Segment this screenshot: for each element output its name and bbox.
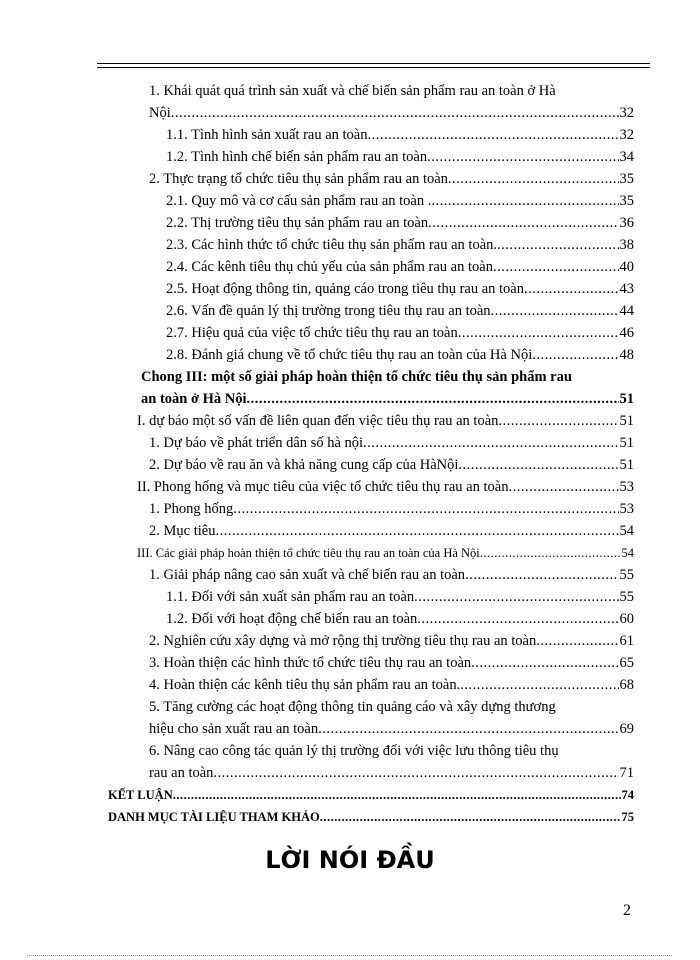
toc-entry: [166, 212, 634, 234]
toc-entry: [149, 102, 634, 124]
toc-entry: [149, 168, 634, 190]
toc-text: 4. Hoàn thiện các kênh tiêu thụ sản phẩm rau an toàn.: [149, 677, 461, 693]
toc-page: 55: [619, 567, 634, 583]
toc-leader: [417, 608, 618, 630]
toc-entry: [166, 256, 634, 278]
toc-text: III. Các giải pháp hoàn thiện tổ chức tiêu thụ rau an toàn của Hà Nội: [137, 546, 480, 560]
toc-text: 1. Dự báo về phát triển dân số hà nội: [149, 435, 364, 451]
toc-page: 68: [619, 677, 634, 693]
toc-text: 2.2. Thị trường tiêu thụ sản phẩm rau an toàn: [166, 215, 429, 231]
toc-text: 2.3. Các hình thức tổ chức tiêu thụ sản phẩm rau an toàn.: [166, 237, 498, 253]
toc-page: 38: [619, 237, 634, 253]
toc-leader: [171, 102, 619, 124]
toc-leader: [363, 432, 618, 454]
toc-page: 40: [619, 259, 634, 275]
toc-leader: [480, 542, 621, 564]
toc-text: 2.4. Các kênh tiêu thụ chủ yếu của sản phẩm rau an toàn: [166, 259, 493, 275]
toc-text: 1. Phong hống: [149, 501, 234, 517]
toc-entry: [137, 476, 634, 498]
toc-page: 46: [619, 325, 634, 341]
toc-text: 3. Hoàn thiện các hình thức tổ chức tiêu thụ rau an toàn: [149, 655, 472, 671]
toc-page: 32: [619, 105, 634, 121]
toc-entry: [166, 234, 634, 256]
toc-text: an toàn ở Hà Nội: [141, 391, 247, 407]
toc-leader: [427, 146, 618, 168]
toc-leader: [524, 278, 619, 300]
toc-entry: [166, 344, 634, 366]
toc-text: 1.1. Đối với sản xuất sản phẩm rau an toàn: [166, 589, 415, 605]
toc-entry: [149, 498, 634, 520]
toc-leader: [458, 322, 619, 344]
toc-text: 2. Dự báo về rau ăn và khả năng cung cấp của HàNội: [149, 457, 459, 473]
toc-entry: [108, 806, 634, 828]
toc-entry: [149, 630, 634, 652]
toc-entry: [166, 124, 634, 146]
bottom-rule: [27, 955, 672, 956]
toc-leader: [465, 564, 618, 586]
toc-page: 32: [619, 127, 634, 143]
toc-page: 35: [619, 193, 634, 209]
toc-leader: [497, 234, 618, 256]
toc-leader: [536, 630, 618, 652]
toc-leader: [532, 344, 618, 366]
toc-page: 44: [619, 303, 634, 319]
toc-page: 65: [619, 655, 634, 671]
toc-leader: [215, 520, 618, 542]
toc-page: 54: [619, 523, 634, 539]
toc-entry: [149, 652, 634, 674]
page-number: 2: [623, 902, 631, 919]
toc-page: 53: [619, 501, 634, 517]
toc-text: 1.2. Đối với hoạt động chế biến rau an toàn: [166, 611, 418, 627]
toc-entry: [149, 454, 634, 476]
toc-text: rau an toàn: [149, 765, 214, 781]
toc-entry: [149, 740, 634, 762]
toc-leader: [458, 454, 618, 476]
toc-page: 61: [619, 633, 634, 649]
toc-entry: [149, 520, 634, 542]
toc-text: 1. Khái quát quá trình sản xuất và chế biến sản phẩm rau an toàn ở Hà: [149, 83, 556, 99]
toc-entry: [166, 300, 634, 322]
toc-leader: [493, 256, 619, 278]
toc-entry: [166, 322, 634, 344]
toc-leader: [491, 300, 619, 322]
toc-text: 2.7. Hiệu quả của việc tổ chức tiêu thụ rau an toàn: [166, 325, 458, 341]
toc-leader: [173, 784, 621, 806]
toc-text: II. Phong hống và mục tiêu của việc tổ chức tiêu thụ rau an toàn: [137, 479, 509, 495]
toc-page: 34: [619, 149, 634, 165]
section-heading: LỜI NÓI ĐẦU: [265, 846, 435, 874]
toc-entry: [166, 608, 634, 630]
toc-leader: [247, 388, 619, 410]
toc-entry: [141, 388, 634, 410]
toc-text: KẾT LUẬN: [108, 788, 173, 802]
toc-page: 51: [619, 435, 634, 451]
toc-page: 75: [621, 810, 634, 824]
toc-leader: [233, 498, 618, 520]
toc-leader: [318, 718, 618, 740]
toc-entry: [166, 586, 634, 608]
toc-entry: [149, 80, 634, 102]
toc-page: 53: [619, 479, 634, 495]
toc-text: 1.2. Tình hình chế biến sản phẩm rau an toàn: [166, 149, 428, 165]
toc-text: DANH MỤC TÀI LIỆU THAM KHẢO: [108, 810, 320, 824]
toc-page: 51: [619, 413, 634, 429]
toc-entry: [137, 410, 634, 432]
toc-text: 2.5. Hoạt động thông tin, quảng cáo trong tiêu thụ rau an toàn: [166, 281, 524, 297]
toc-entry: [137, 542, 634, 564]
toc-text: 2.8. Đánh giá chung về tổ chức tiêu thụ rau an toàn của Hà Nội: [166, 347, 533, 363]
toc-entry: [108, 784, 634, 806]
toc-text: 1.1. Tình hình sản xuất rau an toàn: [166, 127, 368, 143]
toc-page: 55: [619, 589, 634, 605]
toc-page: 36: [619, 215, 634, 231]
toc-leader: [460, 674, 618, 696]
toc-page: 71: [619, 765, 634, 781]
toc-entry: [149, 696, 634, 718]
toc-leader: [448, 168, 619, 190]
toc-text: 2.1. Quy mô và cơ cấu sản phẩm rau an toàn .: [166, 193, 432, 209]
toc-entry: [166, 146, 634, 168]
toc-text: 1. Giải pháp nâng cao sản xuất và chế biến rau an toàn: [149, 567, 466, 583]
toc-page: 74: [621, 788, 634, 802]
toc-leader: [431, 190, 618, 212]
toc-entry: [141, 366, 634, 388]
toc-text: 2. Nghiên cứu xây dựng và mở rộng thị trường tiêu thụ rau an toàn: [149, 633, 537, 649]
toc-page: 60: [619, 611, 634, 627]
toc-text: 6. Nâng cao công tác quản lý thị trường đối với việc lưu thông tiêu thụ: [149, 743, 559, 759]
toc-page: 51: [619, 391, 634, 407]
toc-text: 5. Tăng cường các hoạt động thông tin quảng cáo và xây dựng thương: [149, 699, 556, 715]
toc-leader: [213, 762, 618, 784]
toc-text: Nội: [149, 105, 171, 121]
toc-entry: [149, 762, 634, 784]
toc-entry: [166, 278, 634, 300]
toc-page: 69: [619, 721, 634, 737]
toc-text: 2. Mục tiêu: [149, 523, 216, 539]
toc-entry: [149, 674, 634, 696]
toc-text: Chong III: một số giải pháp hoàn thiện tổ chức tiêu thụ sản phẩm rau: [141, 369, 572, 385]
toc-page: 35: [619, 171, 634, 187]
toc-page: 48: [619, 347, 634, 363]
toc-leader: [320, 806, 621, 828]
toc-page: 43: [619, 281, 634, 297]
toc-leader: [428, 212, 618, 234]
toc-text: I. dự báo một số vấn đề liên quan đến việc tiêu thụ rau an toàn: [137, 413, 499, 429]
toc-text: 2.6. Vấn đề quản lý thị trường trong tiêu thụ rau an toàn: [166, 303, 491, 319]
toc-page: 51: [619, 457, 634, 473]
toc-entry: [166, 190, 634, 212]
toc-page: 54: [621, 546, 634, 560]
toc-leader: [498, 410, 618, 432]
toc-leader: [471, 652, 618, 674]
toc-leader: [368, 124, 619, 146]
toc-entry: [149, 564, 634, 586]
toc-text: hiệu cho sản xuất rau an toàn: [149, 721, 319, 737]
toc-entry: [149, 432, 634, 454]
toc-leader: [414, 586, 618, 608]
toc-text: 2. Thực trạng tổ chức tiêu thụ sản phẩm rau an toàn: [149, 171, 448, 187]
toc-entry: [149, 718, 634, 740]
toc-leader: [508, 476, 618, 498]
